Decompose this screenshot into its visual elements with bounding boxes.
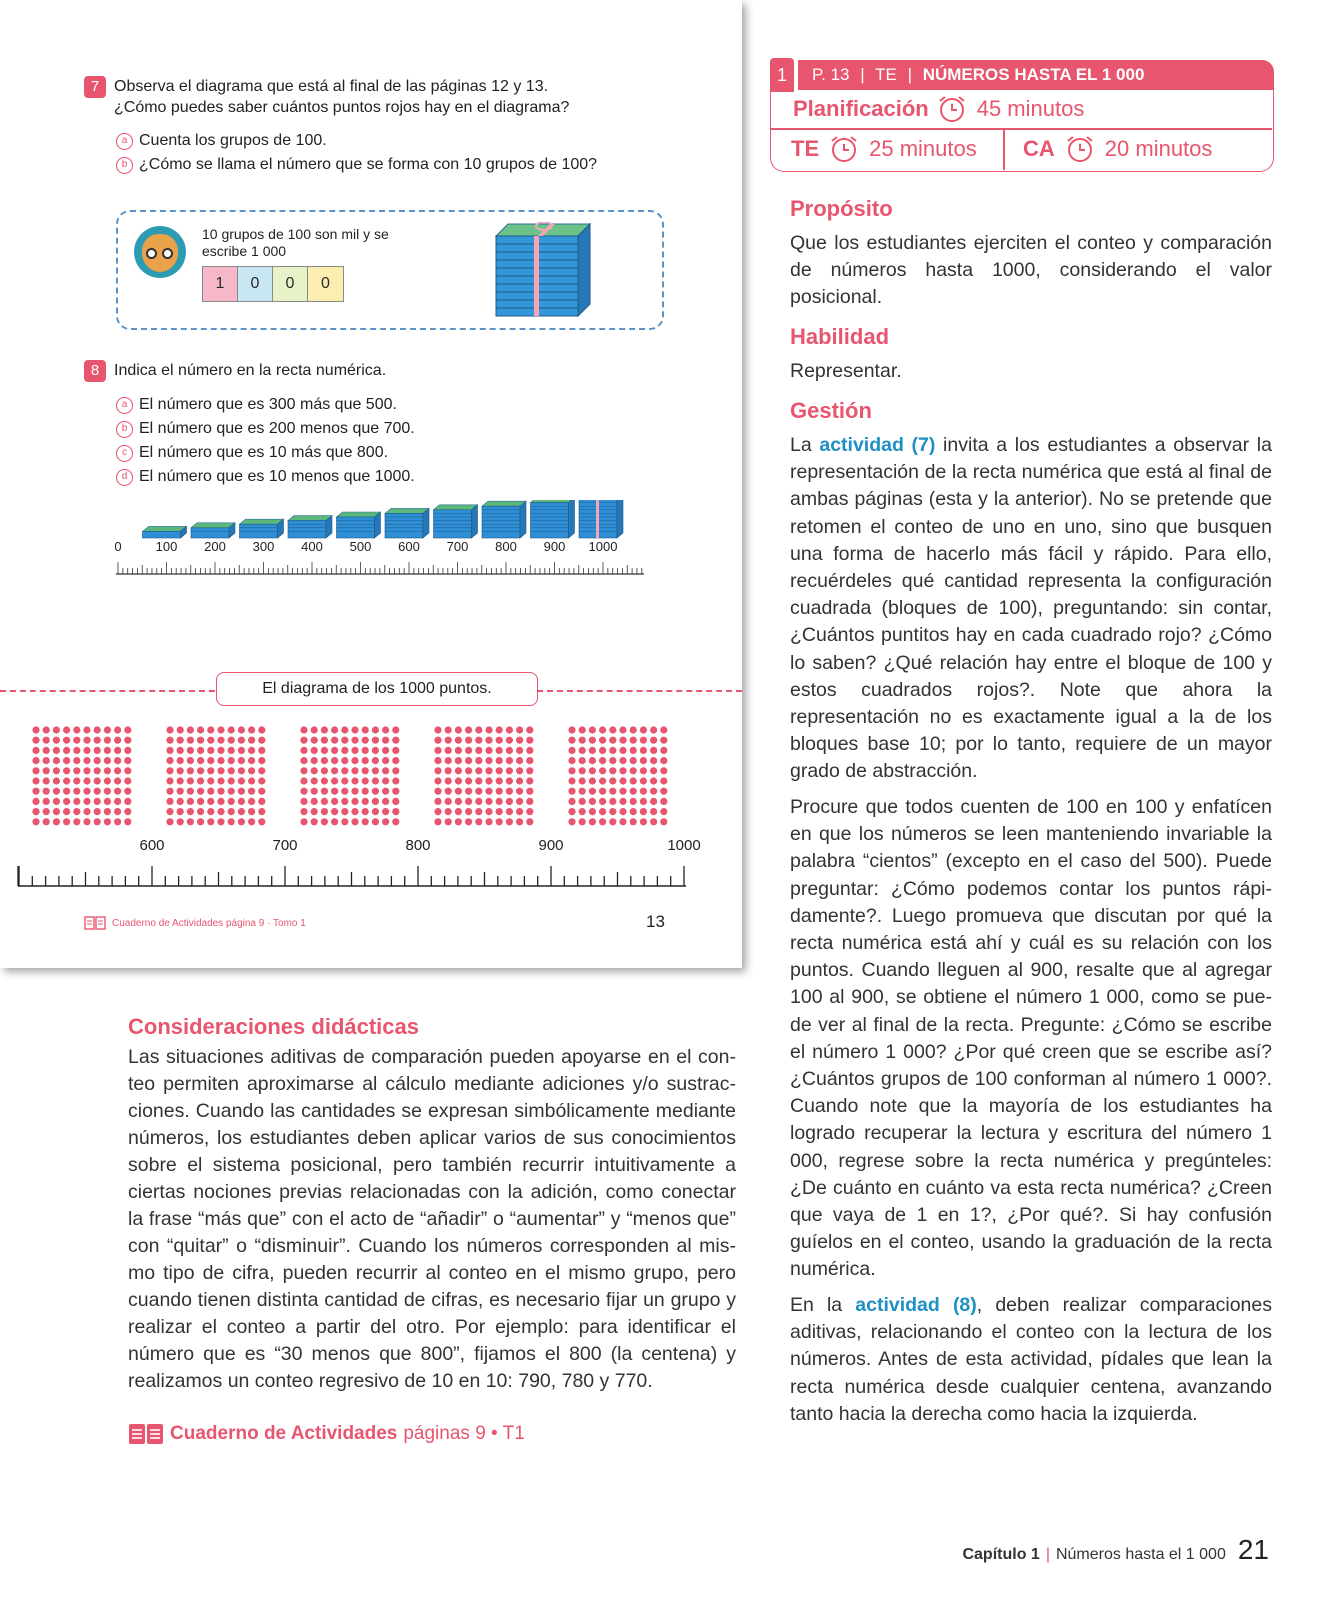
habilidad-text: Representar. [790, 360, 902, 382]
tick-label-800: 800 [495, 539, 517, 554]
dot-group-5 [568, 726, 667, 825]
ca-row [1023, 134, 1212, 164]
gestion-paragraph-2: Procure que todos cuenten de 100 en 100 y enfatícen en que los números se leen manteniendo invariable la palabra “cientos” (excepto en el caso del 500). Puede preguntar: ¿Cómo podemos contar los puntos rápidamente?. Luego promueva que discutan por qué la recta numérica está ahí y cuál es su relación con los puntos. Cuando lleguen al 900, resalte que al agregar 100 al 900, se obtiene el número 1 000, como se puede ver al final de la recta. Pregunte: ¿Cómo se escribe el número 1 000? ¿Por qué creen que se escribe así? ¿Cuántos grupos de 100 conforman al número 1 000?. Cuando note que la mayoría de los estudiantes ha logrado recuperar la lectura y escritura del número 1 000, regrese sobre la recta numérica y pregúnteles: ¿De cuánto en cuánto va esta recta numérica? ¿Creen que vaya de 1 en 1?, ¿Por qué?. Si hay confusión guíelos en el conteo, usando la graduación de la recta numérica. [790, 796, 1272, 1281]
tick-label-100: 100 [155, 539, 178, 554]
letter-a: a [116, 133, 133, 150]
question-8-text: Indica el número en la recta numérica. [114, 362, 387, 379]
tick-label-1000: 1000 [667, 837, 701, 854]
hundreds-stack-5 [337, 512, 381, 538]
question-8a [116, 396, 397, 414]
proposito-title: Propósito [790, 196, 893, 221]
hundreds-stack-3 [240, 519, 284, 538]
hundreds-stack-6 [385, 508, 429, 538]
tick-label-200: 200 [204, 539, 226, 554]
tick-label-300: 300 [252, 539, 275, 554]
dot-diagram [30, 724, 730, 844]
proposito-text: Que los estudiantes ejerciten el conteo y comparación de números hasta 1000, considerando el valor posicional. [790, 232, 1272, 309]
gestion-title: Gestión [790, 398, 872, 423]
student-footer-ref-text: Cuaderno de Actividades página 9 · Tomo 1 [112, 917, 306, 929]
dot-group-4 [434, 726, 533, 825]
consideraciones-text: Las situaciones aditivas de comparación pueden apoyarse en el conteo permiten aproximarse al cálculo mediante adiciones y/o sustracciones. Cuando las cantidades se expresan simbólicamente mediante números, los estudiantes deben aplicar varios de sus conocimientos sobre el sistema posicional, pero también recurrir intuitivamente a ciertas nociones previas relacionadas con la adición, como conectar la frase “más que” con el acto de “añadir” o “aumentar” y “menos que” con “quitar” o “disminuir”. Cuando los números corresponden al mismo tipo de cifra, pueden recurrir al conteo en el mismo grupo, pero cuando tienen distinta cantidad de cifras, es necesario fijar un grupo y realizar el conteo a partir del otro. Por ejemplo: para identificar el número que es “30 menos que 800”, fijamos el 800 (la centena) y realizamos un conteo regresivo de 10 en 10: 790, 780 y 770. [128, 1046, 736, 1392]
dot-group-2 [166, 726, 265, 825]
gestion-paragraph-3 [790, 1292, 1272, 1428]
chapter-footer [962, 1534, 1269, 1566]
question-8d [116, 468, 415, 486]
question-8-number: 8 [84, 360, 106, 382]
question-7 [84, 76, 569, 118]
number-line-blocks [112, 500, 672, 595]
hundreds-stack-4 [288, 516, 332, 538]
tick-label-1000: 1000 [588, 539, 618, 554]
tick-label-800: 800 [405, 837, 431, 854]
question-7a [116, 132, 327, 150]
tab-number: 1 [770, 58, 794, 92]
letter-c: c [116, 445, 133, 462]
activity-8-ref: actividad (8) [855, 1294, 977, 1316]
question-8a-text: El número que es 300 más que 500. [139, 396, 397, 413]
book-icon [84, 916, 106, 930]
topic: NÚMEROS HASTA EL 1 000 [922, 65, 1145, 84]
question-8b-text: El número que es 200 menos que 700. [139, 420, 415, 437]
question-8d-text: El número que es 10 menos que 1000. [139, 468, 415, 485]
question-8c-text: El número que es 10 más que 800. [139, 444, 389, 461]
gestion-p1-post: invita a los estudiantes a observar la representación de la recta numérica que está al final de ambas páginas (esta y la anterior). No se pretende que retomen el conteo de uno en uno, sino que busquen una forma de hacerlo más fácil y rápido. Para ello, recuérdeles qué cantidad representa la configuración cuadrada (bloques de 100), preguntando: sin contar, ¿Cuántos puntitos hay en cada cuadrado rojo? ¿Cómo lo saben? ¿Qué relación hay entre el bloque de 100 y estos cuadrados rojos?. Note que ahora la representación no es exactamente igual a la de los bloques base 10; por lo tanto, requiere de un mayor grado de abstracción. [790, 434, 1272, 783]
tick-label-600: 600 [398, 539, 420, 554]
question-7-line2: ¿Cómo puedes saber cuántos puntos rojos hay en el diagrama? [114, 99, 570, 116]
question-8c [116, 444, 388, 462]
gestion-p3-pre: En la [790, 1294, 856, 1316]
digit-tens: 0 [273, 267, 308, 301]
dot-group-1 [32, 726, 131, 825]
letter-a: a [116, 397, 133, 414]
diagram-label: El diagrama de los 1000 puntos. [216, 672, 538, 706]
gestion-p1-pre: La [790, 434, 820, 456]
student-page-number: 13 [646, 912, 665, 931]
chapter-title: Números hasta el 1 000 [1055, 1546, 1226, 1563]
tick-label-400: 400 [301, 539, 323, 554]
tab-bar: P. 13 | TE | NÚMEROS HASTA EL 1 000 [798, 60, 1274, 90]
tick-label-700: 700 [446, 539, 469, 554]
letter-b: b [116, 157, 133, 174]
gestion-p3-post: , deben realizar comparaciones aditivas, relacionando el conteo con la lectura de los números. Antes de esta actividad, pídales que lean la recta numérica desde cualquier centena, avanzando tanto hacia la derecha como hacia la izquierda. [790, 1294, 1272, 1425]
tick-label-900: 900 [543, 539, 566, 554]
tick-label-500: 500 [349, 539, 372, 554]
hundreds-stack-2 [191, 523, 235, 538]
hundreds-stack-10 [579, 500, 623, 538]
page-ref: P. 13 [812, 65, 850, 84]
te-label: TE [791, 136, 820, 161]
chapter-separator: | [1045, 1546, 1050, 1563]
hint-text: 10 grupos de 100 son mil y se escribe 1 000 [202, 226, 389, 259]
question-7a-text: Cuenta los grupos de 100. [139, 132, 327, 149]
ca-time: 20 minutos [1104, 136, 1213, 161]
ca-label: CA [1023, 136, 1055, 161]
digit-thousands: 1 [203, 267, 238, 301]
dot-group-3 [300, 726, 399, 825]
gestion-paragraph-1 [790, 432, 1272, 786]
planificacion-time: 45 minutos [976, 96, 1085, 121]
chapter-label: Capítulo 1 [962, 1546, 1040, 1563]
cuaderno-ref-rest: páginas 9 • T1 [403, 1423, 525, 1444]
question-8b [116, 420, 415, 438]
activity-7-ref: actividad (7) [819, 434, 936, 456]
tick-label-700: 700 [272, 837, 298, 854]
question-7-line1: Observa el diagrama que está al final de las páginas 12 y 13. [114, 78, 549, 95]
cuaderno-ref [128, 1422, 525, 1446]
digit-units: 0 [308, 267, 343, 301]
page-number: 21 [1237, 1534, 1269, 1565]
number-line-600-1000 [12, 836, 712, 896]
student-footer-ref [84, 916, 306, 930]
place-value-boxes [202, 266, 344, 302]
planificacion-row [793, 94, 1084, 124]
question-7b [116, 156, 597, 174]
alarm-clock-icon [829, 134, 859, 164]
question-7-number: 7 [84, 76, 106, 98]
hundreds-stack-8 [482, 501, 526, 538]
letter-d: d [116, 469, 133, 486]
habilidad-title: Habilidad [790, 324, 890, 349]
cuaderno-ref-bold: Cuaderno de Actividades [170, 1423, 398, 1444]
activity-header [770, 60, 1274, 172]
tick-label-600: 600 [139, 837, 165, 854]
hundreds-stack-1 [143, 526, 187, 538]
student-page [0, 0, 742, 968]
planning-frame [770, 90, 1274, 172]
planificacion-label: Planificación [793, 96, 929, 121]
letter-b: b [116, 421, 133, 438]
te-time: 25 minutos [869, 136, 977, 161]
hundreds-stack-7 [434, 505, 478, 538]
alarm-clock-icon [1065, 134, 1095, 164]
consideraciones-title: Consideraciones didácticas [128, 1014, 419, 1039]
hundreds-stack-9 [531, 500, 575, 538]
digit-hundreds: 0 [238, 267, 273, 301]
question-8 [84, 360, 386, 382]
thousand-cube-icon [486, 222, 594, 318]
owl-mascot-icon [134, 226, 186, 278]
te-row [791, 134, 977, 164]
alarm-clock-icon [937, 94, 967, 124]
tab-te: TE [875, 65, 897, 84]
tick-label-900: 900 [538, 837, 564, 854]
question-7b-text: ¿Cómo se llama el número que se forma con 10 grupos de 100? [139, 156, 598, 173]
book-icon [128, 1422, 164, 1446]
tick-label-0: 0 [114, 539, 122, 554]
